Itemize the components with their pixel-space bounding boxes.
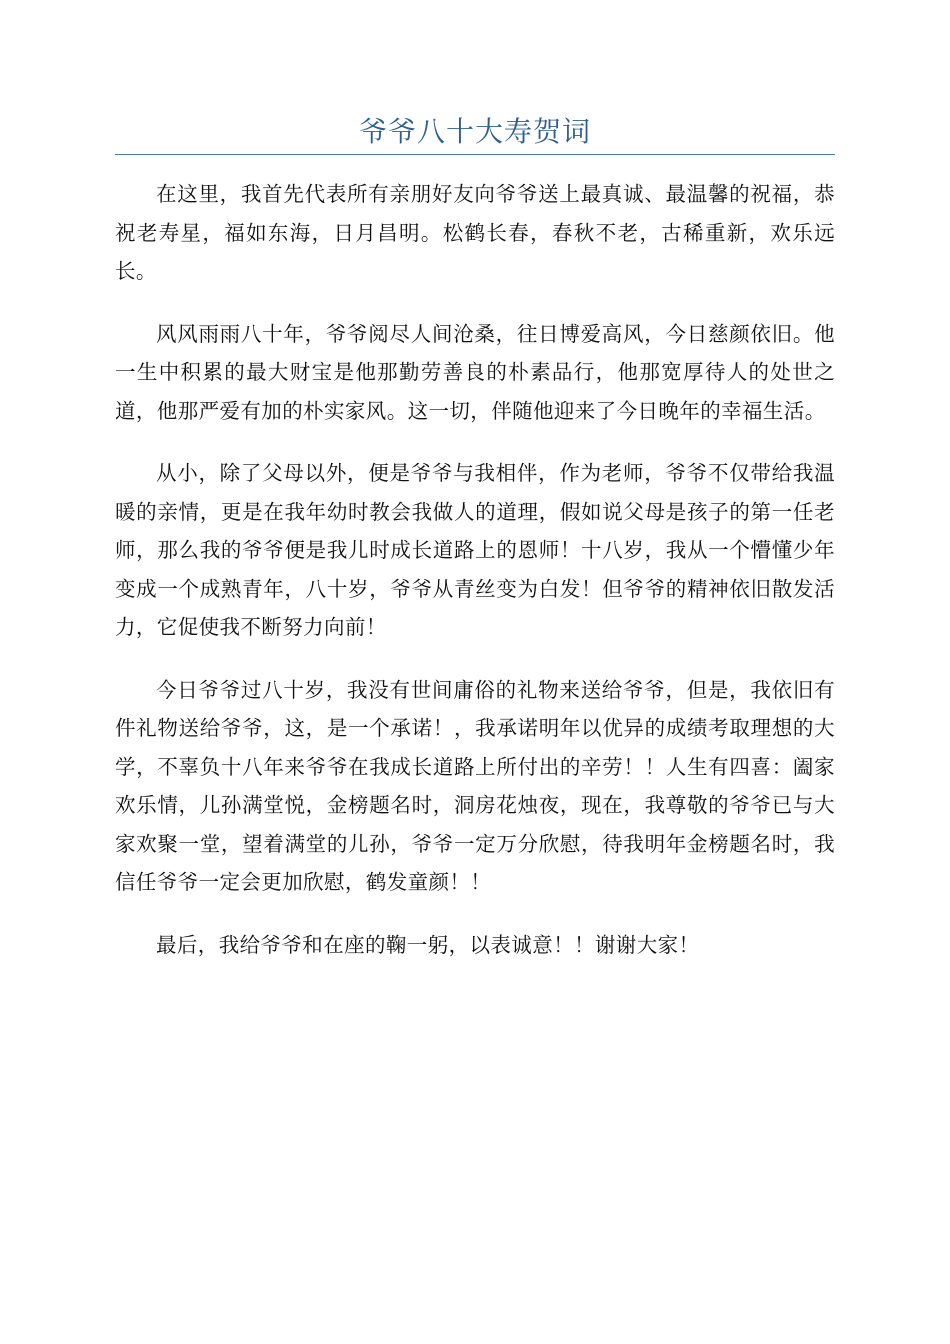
title-underline <box>115 154 835 155</box>
document-body <box>115 175 835 988</box>
paragraph: 最后，我给爷爷和在座的鞠一躬，以表诚意！！谢谢大家！ <box>156 932 700 957</box>
paragraph: 在这里，我首先代表所有亲朋好友向爷爷送上最真诚、最温馨的祝福，恭祝老寿星，福如东海，日月昌明。松鹤长春，春秋不老，古稀重新，欢乐远长。 <box>115 182 835 283</box>
paragraph: 风风雨雨八十年，爷爷阅尽人间沧桑，往日博爱高风，今日慈颜依旧。他一生中积累的最大财宝是他那勤劳善良的朴素品行，他那宽厚待人的处世之道，他那严爱有加的朴实家风。这一切，伴随他迎来了今日晚年的幸福生活。 <box>115 321 835 423</box>
paragraph: 从小，除了父母以外，便是爷爷与我相伴，作为老师，爷爷不仅带给我温暖的亲情，更是在我年幼时教会我做人的道理，假如说父母是孩子的第一任老师，那么我的爷爷便是我儿时成长道路上的恩师！十八岁，我从一个懵懂少年变成一个成熟青年，八十岁，爷爷从青丝变为白发！但爷爷的精神依旧散发活力，它促使我不断努力向前！ <box>115 461 835 639</box>
document-title: 爷爷八十大寿贺词 <box>358 115 591 148</box>
paragraph: 今日爷爷过八十岁，我没有世间庸俗的礼物来送给爷爷，但是，我依旧有件礼物送给爷爷，这，是一个承诺！，我承诺明年以优异的成绩考取理想的大学，不辜负十八年来爷爷在我成长道路上所付出的辛劳！！人生有四喜：阖家欢乐情，儿孙满堂悦，金榜题名时，洞房花烛夜，现在，我尊敬的爷爷已与大家欢聚一堂，望着满堂的儿孙，爷爷一定万分欣慰，待我明年金榜题名时，我信任爷爷一定会更加欣慰，鹤发童颜！！ <box>115 677 835 894</box>
